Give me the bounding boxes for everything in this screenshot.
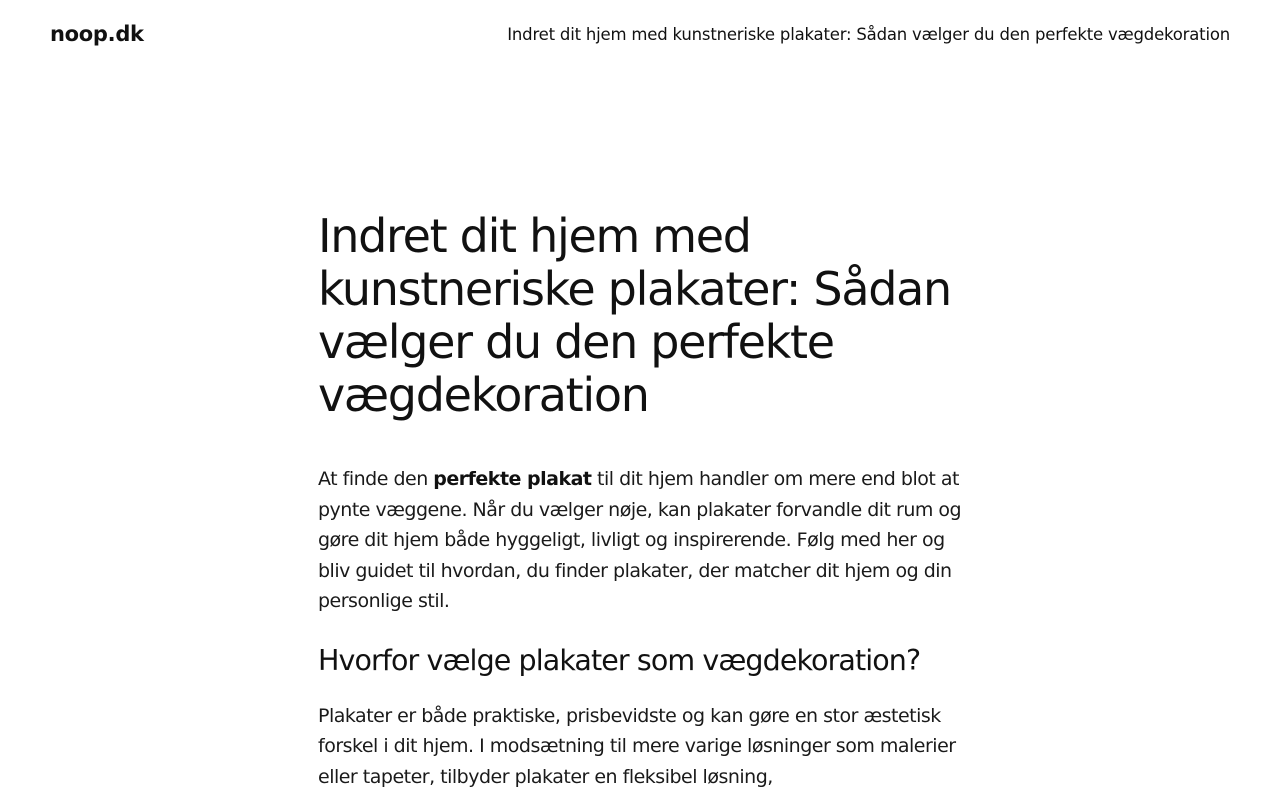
site-logo-link[interactable]: noop.dk [50, 22, 144, 46]
intro-text-end: til dit hjem handler om mere end blot at pynte væggene. Når du vælger nøje, kan plakater forvandle dit rum og gøre dit hjem både hyggeligt, livligt og inspirerende. Følg med her og bliv guidet til hvordan, du finder plakater, der matcher dit hjem og din personlige stil. [318, 468, 962, 612]
site-header [0, 0, 1280, 72]
article-content [318, 210, 978, 792]
header-article-title-link[interactable]: Indret dit hjem med kunstneriske plakater: Sådan vælger du den perfekte vægdekoration [507, 25, 1230, 44]
intro-text-start: At finde den [318, 468, 434, 490]
section-heading: Hvorfor vælge plakater som vægdekoration? [318, 643, 921, 677]
section-paragraph: Plakater er både praktiske, prisbevidste og kan gøre en stor æstetisk forskel i dit hjem. I modsætning til mere varige løsninger som malerier eller tapeter, tilbyder plakater en fleksibel løsning, [318, 704, 956, 788]
intro-paragraph [318, 464, 963, 617]
post-title: Indret dit hjem med kunstneriske plakater: Sådan vælger du den perfekte vægdekoration [318, 209, 951, 422]
intro-bold-text: perfekte plakat [433, 468, 592, 490]
